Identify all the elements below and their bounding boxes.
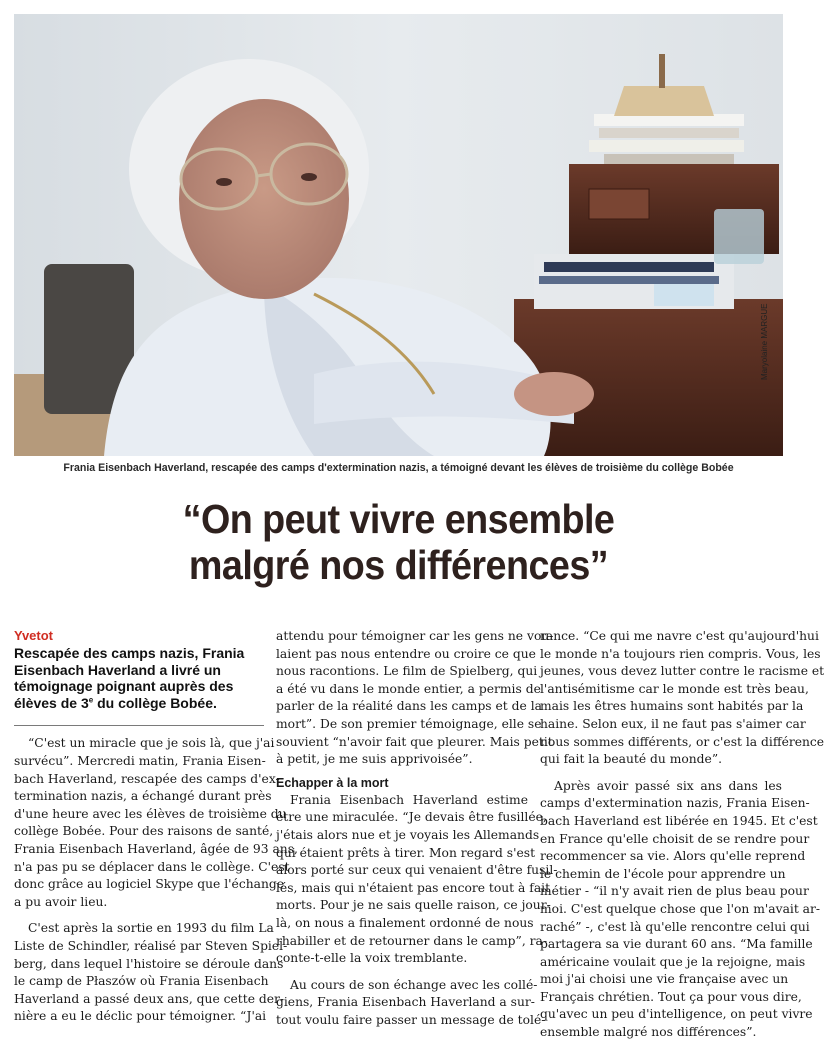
text-line: Liste de Schindler, réalisé par Steven Spiel- — [14, 938, 288, 953]
text-line: tout voulu faire passer un message de tolé- — [276, 1012, 546, 1027]
text-line: Frania Eisenbach Haverland estime — [290, 792, 528, 807]
column-2-body-continued — [276, 792, 558, 1030]
headline-line-1: “On peut vivre ensemble — [182, 496, 615, 542]
text-line: recommencer sa vie. Alors qu'elle reprend — [540, 849, 806, 864]
text-line: Au cours de son échange avec les collé- — [290, 977, 538, 992]
article-column-3 — [540, 628, 824, 1042]
text-line: termination nazis, a échangé durant près — [14, 789, 272, 804]
text-line: partagera sa vie durant 60 ans. “Ma famille — [540, 937, 813, 952]
text-line: nière a eu le déclic pour témoigner. “J'ai — [14, 1009, 267, 1024]
text-line: Frania Eisenbach Haverland, âgée de 93 ans, — [14, 841, 298, 856]
text-line: qui fait la beauté du monde”. — [540, 752, 723, 767]
text-line: moi j'ai choisi une vie française avec un — [540, 972, 789, 987]
text-line: d'une heure avec les élèves de troisième du — [14, 806, 287, 821]
photo-illustration — [14, 14, 783, 456]
text-line: Après avoir passé six ans dans les — [554, 778, 782, 793]
text-line: C'est après la sortie en 1993 du film La — [28, 921, 274, 936]
lead-divider — [14, 725, 264, 726]
text-line: Français chrétien. Tout ça pour vous dire, — [540, 989, 802, 1004]
text-line: nous sommes différents, or c'est la différence — [540, 734, 824, 749]
location-label: Yvetot — [14, 628, 54, 643]
text-line: attendu pour témoigner car les gens ne vou- — [276, 629, 554, 643]
photo-caption: Frania Eisenbach Haverland, rescapée des camps d'extermination nazis, a témoigné devant les élèves de troisième du collège Bobée — [63, 462, 734, 474]
section-subhead: Echapper à la mort — [276, 775, 389, 790]
text-line: le camp de Płaszów où Frania Eisenbach — [14, 974, 269, 989]
text-line: laient pas nous entendre ou croire ce que — [276, 646, 536, 661]
text-line: rhabiller et de retourner dans le camp”, ra- — [276, 933, 548, 948]
text-line: le chemin de l'école pour apprendre un — [540, 866, 786, 881]
article-column-1 — [14, 628, 298, 1026]
text-line: le monde n'a toujours rien compris. Vous, les — [540, 646, 821, 661]
paragraph-gap — [540, 769, 782, 778]
lead-line: témoignage poignant auprès des — [14, 678, 234, 695]
text-line: haine. Selon eux, il ne faut pas s'aimer car — [540, 716, 806, 731]
text-line: survécu”. Mercredi matin, Frania Eisen- — [14, 753, 266, 768]
text-line: a été vu dans le monde entier, a permis de — [276, 681, 541, 696]
text-line: Haverland a passé deux ans, que cette der- — [14, 991, 285, 1006]
text-line: alors porté sur ceux qui venaient d'être fusil- — [276, 863, 558, 878]
text-line: camps d'extermination nazis, Frania Eisen- — [540, 796, 810, 811]
text-line: conte-t-elle la voix tremblante. — [276, 951, 468, 966]
text-line: bach Haverland est libérée en 1945. Et c'est — [540, 813, 818, 828]
lead-line: Rescapée des camps nazis, Frania — [14, 645, 245, 661]
text-line: j'étais alors nue et je voyais les Allemands — [276, 827, 540, 842]
text-line: ensemble malgré nos différences”. — [540, 1025, 757, 1040]
text-line: collège Bobée. Pour des raisons de santé, — [14, 824, 274, 839]
headline — [45, 496, 752, 588]
text-line: mais les êtres humains sont habités par la — [540, 699, 804, 714]
text-line: mort”. De son premier témoignage, elle se — [276, 716, 542, 731]
text-line: à petit, je me suis apprivoisée”. — [276, 752, 473, 767]
column-2-body — [276, 628, 554, 769]
text-line: jeunes, vous devez lutter contre le racisme et — [540, 664, 824, 679]
text-line: parler de la réalité dans les camps et de la — [276, 699, 542, 714]
text-line: moi. C'est quelque chose que l'on m'avait ar- — [540, 901, 821, 916]
text-line: berg, dans lequel l'histoire se déroule dans — [14, 956, 284, 971]
text-line: américaine voulait que je la rejoigne, mais — [540, 954, 806, 969]
lead-line: Eisenbach Haverland a livré un — [14, 661, 221, 678]
text-line: raché” -, c'est là qu'elle rencontre celui qui — [540, 919, 810, 934]
text-line: bach Haverland, rescapée des camps d'ex- — [14, 771, 280, 786]
paragraph-gap — [276, 968, 528, 977]
text-line: en France qu'elle choisit de se rendre pour — [540, 831, 810, 846]
text-line: souvient “n'avoir fait que pleurer. Mais petit — [276, 734, 553, 749]
column-3-body — [540, 628, 824, 1042]
text-line: être une miraculée. “Je devais être fusillée, — [276, 810, 547, 825]
text-line: rance. “Ce qui me navre c'est qu'aujourd'hui — [540, 629, 819, 643]
text-line: morts. Pour je ne sais quelle raison, ce jour- — [276, 898, 551, 913]
text-line: métier - “il n'y avait rien de plus beau pour — [540, 884, 809, 899]
article-column-2 — [276, 628, 558, 1029]
text-line: l'antisémitisme car le monde est très beau, — [540, 681, 809, 696]
text-line: n'a pas pu se déplacer dans le collège. C'est — [14, 859, 290, 874]
text-line: nous racontions. Le film de Spielberg, qui — [276, 664, 538, 679]
paragraph-gap — [14, 911, 264, 920]
text-line: donc grâce au logiciel Skype que l'échange — [14, 877, 285, 892]
text-line: giens, Frania Eisenbach Haverland a sur- — [276, 995, 535, 1010]
headline-line-2: malgré nos différences” — [188, 542, 609, 588]
text-line: a pu avoir lieu. — [14, 894, 108, 909]
column-1-body — [14, 735, 298, 1026]
text-line: qui étaient prêts à tirer. Mon regard s'est — [276, 845, 536, 860]
lead-line: élèves de 3e du collège Bobée. — [14, 694, 217, 711]
text-line: lés, mais qui n'étaient pas encore tout à fait — [276, 880, 551, 895]
text-line: qu'avec un peu d'intelligence, on peut vivre — [540, 1007, 813, 1022]
text-line: là, on nous a finalement ordonné de nous — [276, 915, 534, 930]
text-line: “C'est un miracle que je sois là, que j'ai — [28, 736, 275, 751]
article-lead — [14, 645, 264, 711]
article-photo — [14, 14, 783, 456]
